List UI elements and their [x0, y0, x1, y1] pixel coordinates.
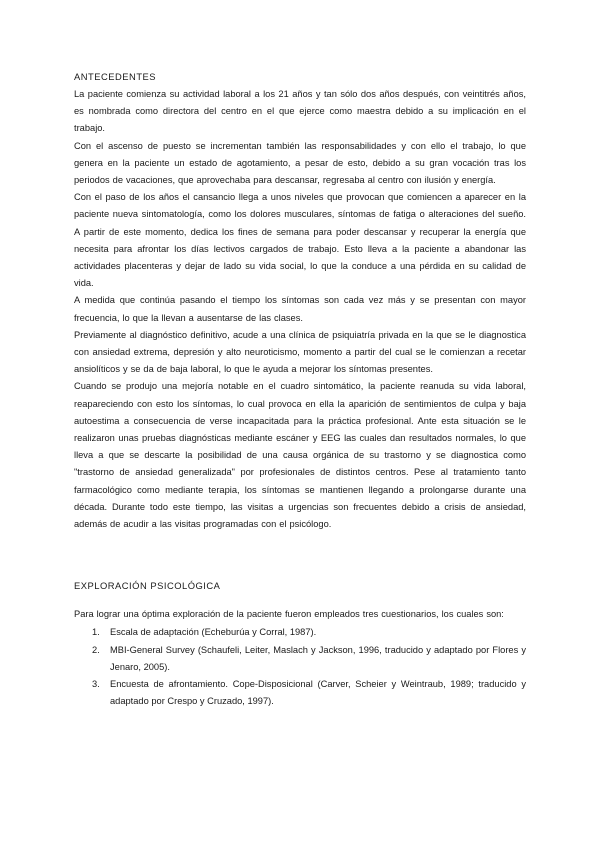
- list-number: 3.: [92, 679, 100, 690]
- heading-gap: [74, 595, 526, 606]
- section-heading-antecedentes: ANTECEDENTES: [74, 71, 157, 82]
- intro-paragraph: Para lograr una óptima exploración de la paciente fueron empleados tres cuestionarios, los cuales son:: [74, 609, 504, 620]
- paragraph: Con el paso de los años el cansancio llega a unos niveles que provocan que comiencen a aparecer en la paciente nueva sintomatología, como los dolores musculares, síntomas de fatiga o alteraciones del sueño. A partir de este momento, dedica los fines de semana para poder descansar y recuperar la energía que necesita para afrontar los días lectivos cargados de trabajo. Esto lleva a la paciente a abandonar las actividades placenteras y dejar de lado su vida social, lo que la conduce a una pérdida en su calidad de vida.: [74, 192, 526, 289]
- list-number: 2.: [92, 644, 100, 655]
- paragraph: Con el ascenso de puesto se incrementan también las responsabilidades y con ello el trabajo, lo que genera en la paciente un estado de agotamiento, a pesar de esto, debido a su gran vocación tras los periodos de vacaciones, que aprovechaba para descansar, regresaba al centro con ilusión y energía.: [74, 140, 526, 186]
- list-item: [74, 676, 526, 710]
- list-number: 1.: [92, 627, 100, 638]
- questionnaire-list: [74, 624, 526, 710]
- list-item-text: MBI-General Survey (Schaufeli, Leiter, Maslach y Jackson, 1996, traducido y adaptado por Flores y Jenaro, 2005).: [110, 644, 526, 672]
- section-gap: [74, 533, 526, 579]
- paragraph: Cuando se produjo una mejoría notable en el cuadro sintomático, la paciente reanuda su vida laboral, reapareciendo con esto los síntomas, lo cual provoca en ella la aparición de sentimientos de culpa y baja autoestima a consecuencia de verse incapacitada para la práctica profesional. Ante esta situación se le realizaron unas pruebas diagnósticas mediante escáner y EEG las cuales dan resultados normales, lo que lleva a que se descarte la posibilidad de una causa orgánica de su trastorno y se diagnostica como "trastorno de ansiedad generalizada" por profesionales de distintos centros. Pese al tratamiento tanto farmacológico como mediante terapia, los síntomas se mantienen llegando a prolongarse durante una década. Durante todo este tiempo, las visitas a urgencias son frecuentes debido a crisis de ansiedad, además de acudir a las visitas programadas con el psicólogo.: [74, 381, 526, 530]
- paragraph: La paciente comienza su actividad laboral a los 21 años y tan sólo dos años después, con veintitrés años, es nombrada como directora del centro en el que ejerce como maestra debido a su implicación en el trabajo.: [74, 89, 526, 134]
- list-item: [74, 642, 526, 676]
- paragraph: A medida que continúa pasando el tiempo los síntomas son cada vez más y se presentan con mayor frecuencia, lo que la llevan a ausentarse de las clases.: [74, 295, 526, 323]
- list-item: [74, 624, 526, 641]
- list-item-text: Escala de adaptación (Echeburúa y Corral, 1987).: [110, 627, 317, 638]
- section-heading-exploracion: EXPLORACIÓN PSICOLÓGICA: [74, 580, 221, 592]
- list-item-text: Encuesta de afrontamiento. Cope-Disposicional (Carver, Scheier y Weintraub, 1989; traducido y adaptado por Crespo y Cruzado, 1997).: [110, 679, 526, 707]
- paragraph: Previamente al diagnóstico definitivo, acude a una clínica de psiquiatría privada en la que se le diagnostica con ansiedad extrema, depresión y alto neuroticismo, momento a partir del cual se le comienzan a recetar ansiolíticos y se da de baja laboral, lo que le ayuda a mejorar los síntomas presentes.: [74, 329, 526, 375]
